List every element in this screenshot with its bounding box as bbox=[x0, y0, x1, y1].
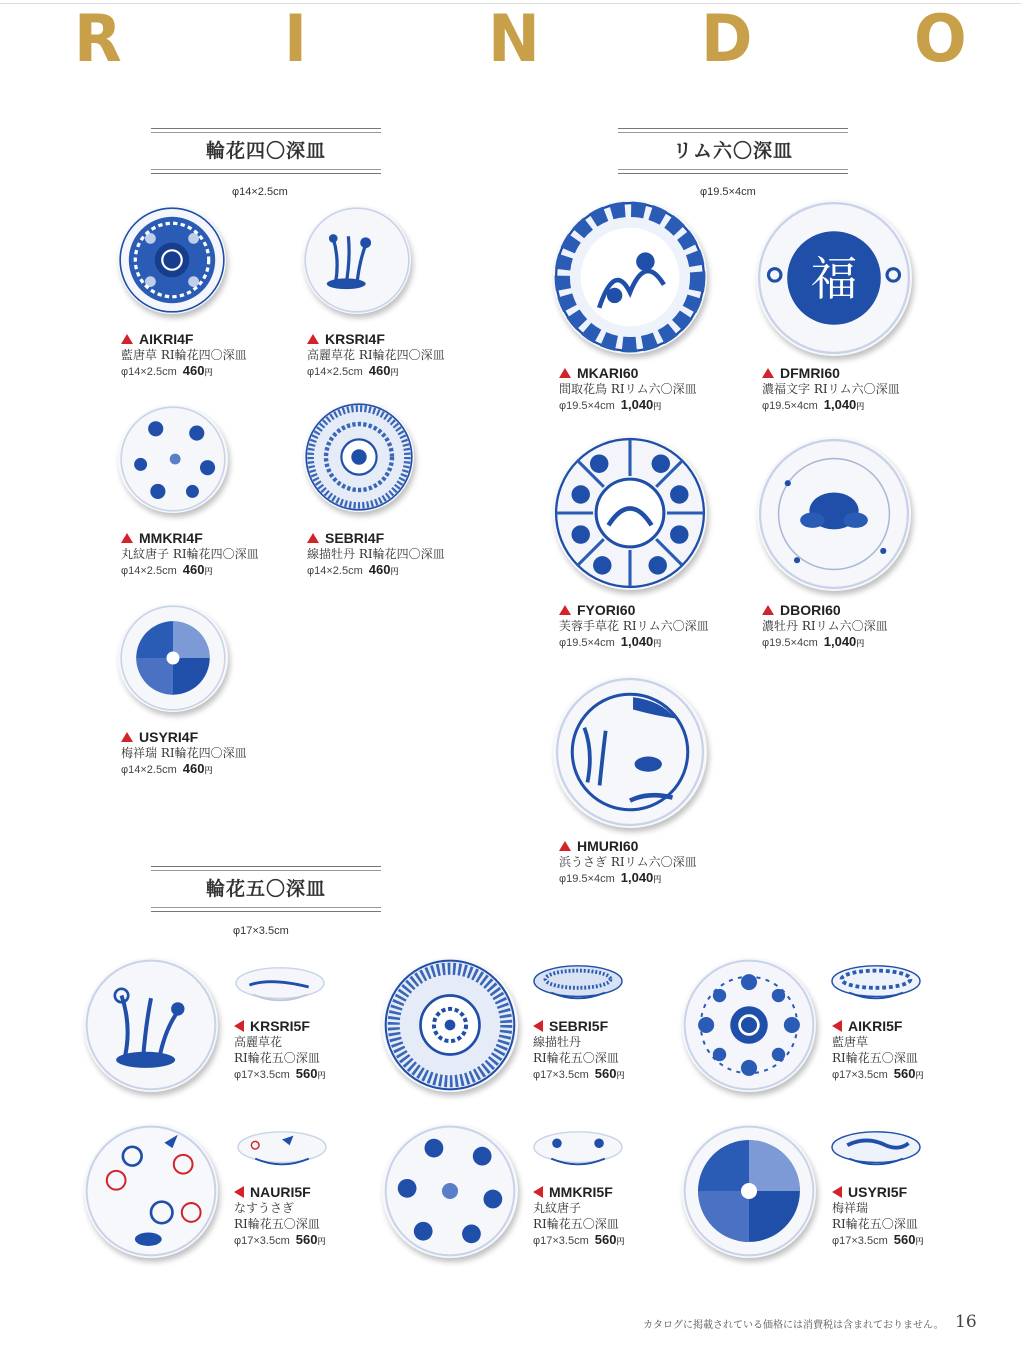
product-series: RI輪花五〇深皿 bbox=[832, 1217, 918, 1231]
product-code: KRSRI4F bbox=[325, 331, 385, 347]
yen-unit: 円 bbox=[204, 567, 213, 576]
product-code: AIKRI5F bbox=[848, 1018, 903, 1034]
product-code: USYRI4F bbox=[139, 729, 199, 745]
tax-note: カタログに掲載されている価格には消費税は含まれておりません。 bbox=[643, 1320, 944, 1331]
product-dims: φ19.5×4cm bbox=[762, 637, 818, 649]
product-image-nauri5f[interactable] bbox=[84, 1124, 218, 1258]
yen-unit: 円 bbox=[856, 402, 865, 411]
product-info-nauri5f bbox=[234, 1184, 325, 1250]
yen-unit: 円 bbox=[390, 368, 399, 377]
product-name: 高麗草花 bbox=[234, 1035, 283, 1049]
plate-pattern-rabbit-icon bbox=[553, 676, 707, 828]
product-image-usyri5f[interactable] bbox=[682, 1124, 816, 1258]
section-title-rim6 bbox=[618, 128, 848, 174]
yen-unit: 円 bbox=[653, 402, 662, 411]
product-name: 梅祥瑞 bbox=[832, 1201, 869, 1215]
yen-unit: 円 bbox=[856, 639, 865, 648]
product-image-krsri5f[interactable] bbox=[84, 958, 218, 1092]
plate-side-view-icon bbox=[530, 962, 626, 1006]
product-info-dbori60 bbox=[762, 602, 888, 652]
product-side-image-usyri5f[interactable] bbox=[828, 1128, 924, 1172]
triangle-marker-icon bbox=[234, 1020, 244, 1032]
triangle-marker-icon bbox=[121, 334, 133, 344]
triangle-marker-icon bbox=[559, 841, 571, 851]
section-title-text: 輪花五〇深皿 bbox=[205, 878, 326, 900]
product-info-sebri4f bbox=[307, 530, 445, 580]
triangle-marker-icon bbox=[762, 605, 774, 615]
section-title-text: 輪花四〇深皿 bbox=[205, 140, 326, 162]
brand-header bbox=[0, 0, 1021, 77]
plate-pattern-kacho-icon bbox=[553, 200, 707, 354]
product-name: 芙蓉手草花 RIリム六〇深皿 bbox=[559, 619, 709, 633]
product-series: RI輪花五〇深皿 bbox=[533, 1051, 619, 1065]
triangle-marker-icon bbox=[559, 368, 571, 378]
plate-pattern-fuyode-icon bbox=[553, 436, 707, 590]
product-info-aikri5f bbox=[832, 1018, 923, 1084]
product-name: 浜うさぎ RIリム六〇深皿 bbox=[559, 855, 697, 869]
product-name: 間取花鳥 RIリム六〇深皿 bbox=[559, 382, 697, 396]
product-image-aikri4f[interactable] bbox=[118, 206, 226, 314]
product-name: 丸紋唐子 bbox=[533, 1201, 582, 1215]
product-image-mmkri5f[interactable] bbox=[382, 1124, 518, 1258]
product-image-fyori60[interactable] bbox=[553, 436, 707, 590]
product-dims: φ19.5×4cm bbox=[559, 400, 615, 412]
triangle-marker-icon bbox=[307, 533, 319, 543]
yen-unit: 円 bbox=[915, 1237, 924, 1246]
product-image-mmkri4f[interactable] bbox=[118, 405, 228, 513]
plate-pattern-shonzui-icon bbox=[118, 604, 228, 712]
product-code: FYORI60 bbox=[577, 602, 636, 618]
product-dims: φ14×2.5cm bbox=[121, 764, 177, 776]
plate-pattern-eggplant-rabbit-icon bbox=[84, 1124, 218, 1258]
section-title-text: リム六〇深皿 bbox=[672, 140, 793, 162]
yen-unit: 円 bbox=[317, 1237, 326, 1246]
product-dims: φ19.5×4cm bbox=[559, 873, 615, 885]
product-name: 高麗草花 RI輪花四〇深皿 bbox=[307, 348, 445, 362]
product-image-sebri5f[interactable] bbox=[382, 958, 518, 1092]
product-series: RI輪花五〇深皿 bbox=[234, 1217, 320, 1231]
product-dims: φ17×3.5cm bbox=[234, 1235, 290, 1247]
triangle-marker-icon bbox=[533, 1020, 543, 1032]
product-dims: φ14×2.5cm bbox=[121, 366, 177, 378]
yen-unit: 円 bbox=[653, 639, 662, 648]
product-price: 560 bbox=[893, 1232, 916, 1247]
brand-letter-d: D bbox=[701, 0, 753, 77]
plate-pattern-grass-icon bbox=[303, 206, 411, 314]
plate-side-view-icon bbox=[232, 964, 328, 1008]
plate-pattern-peony-icon bbox=[757, 437, 911, 591]
product-name: 梅祥瑞 RI輪花四〇深皿 bbox=[121, 746, 247, 760]
triangle-marker-icon bbox=[121, 732, 133, 742]
yen-unit: 円 bbox=[317, 1071, 326, 1080]
product-code: SEBRI4F bbox=[325, 530, 385, 546]
product-name: 藍唐草 RI輪花四〇深皿 bbox=[121, 348, 247, 362]
plate-pattern-peony-line-icon bbox=[304, 402, 414, 512]
plate-pattern-karakusa-icon bbox=[682, 958, 816, 1092]
product-dims: φ14×2.5cm bbox=[121, 565, 177, 577]
product-code: NAURI5F bbox=[250, 1184, 311, 1200]
product-info-krsri4f bbox=[307, 331, 445, 381]
product-code: AIKRI4F bbox=[139, 331, 194, 347]
triangle-marker-icon bbox=[307, 334, 319, 344]
plate-pattern-karakusa-icon bbox=[118, 206, 226, 314]
product-image-aikri5f[interactable] bbox=[682, 958, 816, 1092]
triangle-marker-icon bbox=[559, 605, 571, 615]
triangle-marker-icon bbox=[121, 533, 133, 543]
product-info-dfmri60 bbox=[762, 365, 900, 415]
product-code: MKARI60 bbox=[577, 365, 639, 381]
yen-unit: 円 bbox=[390, 567, 399, 576]
product-name: 線描牡丹 RI輪花四〇深皿 bbox=[307, 547, 445, 561]
product-image-dfmri60[interactable] bbox=[756, 200, 912, 356]
product-image-sebri4f[interactable] bbox=[304, 402, 414, 512]
product-series: RI輪花五〇深皿 bbox=[234, 1051, 320, 1065]
plate-pattern-peony-line-icon bbox=[382, 958, 518, 1092]
product-info-sebri5f bbox=[533, 1018, 624, 1084]
product-price: 1,040 bbox=[620, 870, 654, 885]
fuku-glyph: 福 bbox=[810, 253, 858, 308]
product-code: USYRI5F bbox=[848, 1184, 908, 1200]
yen-unit: 円 bbox=[204, 368, 213, 377]
product-name: 濃福文字 RIリム六〇深皿 bbox=[762, 382, 900, 396]
product-info-mmkri4f bbox=[121, 530, 259, 580]
plate-side-view-icon bbox=[828, 1128, 924, 1172]
product-dims: φ19.5×4cm bbox=[559, 637, 615, 649]
product-price: 460 bbox=[182, 363, 205, 378]
triangle-marker-icon bbox=[533, 1186, 543, 1198]
product-price: 560 bbox=[295, 1232, 318, 1247]
product-series: RI輪花五〇深皿 bbox=[533, 1217, 619, 1231]
plate-pattern-grass-icon bbox=[84, 958, 218, 1092]
triangle-marker-icon bbox=[832, 1020, 842, 1032]
product-info-mmkri5f bbox=[533, 1184, 624, 1250]
product-image-dbori60[interactable] bbox=[757, 437, 911, 591]
product-price: 1,040 bbox=[823, 634, 857, 649]
product-price: 560 bbox=[594, 1066, 617, 1081]
product-code: SEBRI5F bbox=[549, 1018, 609, 1034]
section-size-rim6: φ19.5×4cm bbox=[700, 186, 756, 198]
product-price: 460 bbox=[368, 562, 391, 577]
product-dims: φ14×2.5cm bbox=[307, 366, 363, 378]
product-info-aikri4f bbox=[121, 331, 247, 381]
brand-letter-n: N bbox=[488, 0, 540, 77]
plate-side-view-icon bbox=[530, 1128, 626, 1172]
product-price: 560 bbox=[295, 1066, 318, 1081]
yen-unit: 円 bbox=[653, 875, 662, 884]
section-title-rinka5 bbox=[151, 866, 381, 912]
product-price: 460 bbox=[368, 363, 391, 378]
product-dims: φ17×3.5cm bbox=[832, 1235, 888, 1247]
yen-unit: 円 bbox=[616, 1237, 625, 1246]
yen-unit: 円 bbox=[915, 1071, 924, 1080]
section-size-rinka5: φ17×3.5cm bbox=[233, 925, 289, 937]
product-side-image-aikri5f[interactable] bbox=[828, 962, 924, 1006]
product-dims: φ17×3.5cm bbox=[234, 1069, 290, 1081]
brand-letter-i: I bbox=[284, 0, 308, 77]
product-info-krsri5f bbox=[234, 1018, 325, 1084]
product-code: MMKRI4F bbox=[139, 530, 203, 546]
brand-letter-r: R bbox=[74, 0, 122, 77]
product-info-mkari60 bbox=[559, 365, 697, 415]
product-image-usyri4f[interactable] bbox=[118, 604, 228, 712]
product-name: 濃牡丹 RIリム六〇深皿 bbox=[762, 619, 888, 633]
product-info-hmuri60 bbox=[559, 838, 697, 888]
product-info-fyori60 bbox=[559, 602, 709, 652]
product-price: 1,040 bbox=[620, 634, 654, 649]
section-title-rinka4 bbox=[151, 128, 381, 174]
plate-pattern-shonzui-icon bbox=[682, 1124, 816, 1258]
product-price: 560 bbox=[594, 1232, 617, 1247]
plate-side-view-icon bbox=[828, 962, 924, 1006]
product-dims: φ17×3.5cm bbox=[533, 1235, 589, 1247]
product-name: 丸紋唐子 RI輪花四〇深皿 bbox=[121, 547, 259, 561]
plate-pattern-medallions-icon bbox=[382, 1124, 518, 1258]
product-code: HMURI60 bbox=[577, 838, 639, 854]
plate-side-view-icon bbox=[234, 1128, 330, 1172]
section-size-rinka4: φ14×2.5cm bbox=[232, 186, 288, 198]
product-code: DBORI60 bbox=[780, 602, 841, 618]
product-name: 線描牡丹 bbox=[533, 1035, 582, 1049]
product-name: なすうさぎ bbox=[234, 1201, 295, 1215]
product-price: 1,040 bbox=[823, 397, 857, 412]
triangle-marker-icon bbox=[762, 368, 774, 378]
page-number: 16 bbox=[955, 1312, 977, 1332]
product-side-image-nauri5f[interactable] bbox=[234, 1128, 330, 1172]
plate-pattern-fuku-icon bbox=[756, 200, 912, 356]
product-side-image-sebri5f[interactable] bbox=[530, 962, 626, 1006]
yen-unit: 円 bbox=[616, 1071, 625, 1080]
product-image-krsri4f[interactable] bbox=[303, 206, 411, 314]
product-code: DFMRI60 bbox=[780, 365, 840, 381]
plate-pattern-medallions-icon bbox=[118, 405, 228, 513]
brand-letter-o: O bbox=[914, 0, 967, 77]
product-price: 460 bbox=[182, 562, 205, 577]
product-code: MMKRI5F bbox=[549, 1184, 613, 1200]
product-dims: φ14×2.5cm bbox=[307, 565, 363, 577]
yen-unit: 円 bbox=[204, 766, 213, 775]
product-price: 460 bbox=[182, 761, 205, 776]
product-dims: φ17×3.5cm bbox=[832, 1069, 888, 1081]
product-price: 1,040 bbox=[620, 397, 654, 412]
product-series: RI輪花五〇深皿 bbox=[832, 1051, 918, 1065]
product-code: KRSRI5F bbox=[250, 1018, 310, 1034]
product-side-image-mmkri5f[interactable] bbox=[530, 1128, 626, 1172]
product-name: 藍唐草 bbox=[832, 1035, 869, 1049]
triangle-marker-icon bbox=[832, 1186, 842, 1198]
product-dims: φ17×3.5cm bbox=[533, 1069, 589, 1081]
product-dims: φ19.5×4cm bbox=[762, 400, 818, 412]
product-price: 560 bbox=[893, 1066, 916, 1081]
product-info-usyri4f bbox=[121, 729, 247, 779]
product-side-image-krsri5f[interactable] bbox=[232, 964, 328, 1008]
product-info-usyri5f bbox=[832, 1184, 923, 1250]
triangle-marker-icon bbox=[234, 1186, 244, 1198]
product-image-hmuri60[interactable] bbox=[553, 676, 707, 828]
product-image-mkari60[interactable] bbox=[553, 200, 707, 354]
